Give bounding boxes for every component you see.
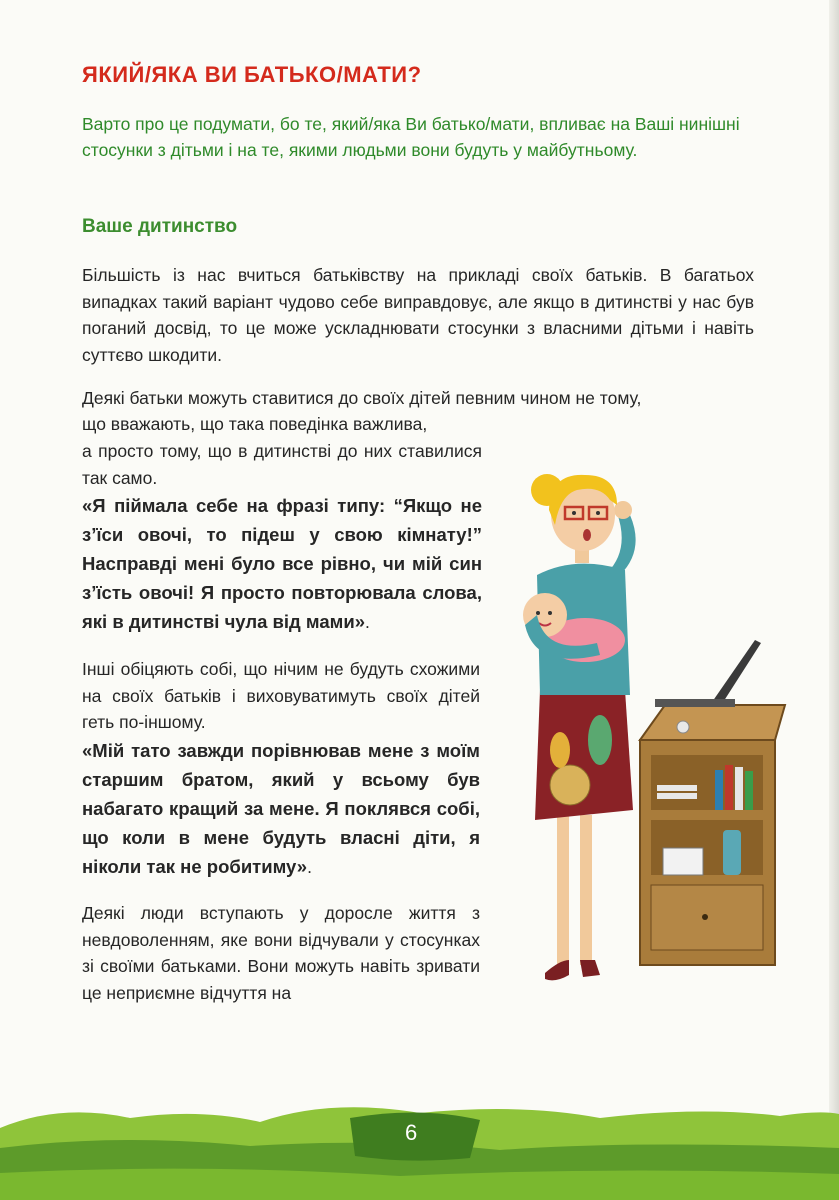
paragraph-2-body xyxy=(82,438,482,636)
paragraph-3 xyxy=(82,656,480,881)
quote-mother: «Я піймала себе на фразі типу: “Якщо не з’їси овочі, то підеш у свою кімнату!” Насправді мені було все рівно, чи мій син з’їсть овочі! Я просто повторювала слова, які в дитинстві чула від мами» xyxy=(82,495,482,632)
intro-paragraph: Варто про це подумати, бо те, який/яка Ви батько/мати, впливає на Ваші нинішні стосунки з дітьми і на те, якими людьми вони будуть у майбутньому. xyxy=(82,114,740,160)
paragraph-2-rest: а просто тому, що в дитинстві до них ставилися так само. xyxy=(82,441,482,488)
bookshelf-icon xyxy=(640,640,785,965)
paragraph-2-line-2: що вважають, що така поведінка важлива, xyxy=(82,414,428,434)
footer-grass-band xyxy=(0,1098,839,1200)
mother-with-baby-illustration xyxy=(505,455,795,1015)
paragraph-3-text: Інші обіцяють собі, що нічим не будуть схожими на своїх батьків і виховуватимуть своїх дітей геть по-іншому. xyxy=(82,659,480,732)
page-heading: ЯКИЙ/ЯКА ВИ БАТЬКО/МАТИ? xyxy=(82,62,422,87)
quote-father-end: . xyxy=(307,856,312,877)
section-subheading: Ваше дитинство xyxy=(82,216,238,237)
paragraph-2-line-1: Деякі батьки можуть ставитися до своїх дітей певним чином не тому, xyxy=(82,388,642,408)
paragraph-childhood: Більшість із нас вчиться батьківству на прикладі своїх батьків. В багатьох випадках такий варіант чудово себе виправдовує, але якщо в дитинстві у нас був поганий досвід, то це може ускладнювати стосунки з власними дітьми і навіть суттєво шкодити. xyxy=(82,265,754,365)
quote-father: «Мій тато завжди порівнював мене з моїм старшим братом, який у всьому був набагато кращий за мене. Я поклявся собі, що коли в мене будуть власні діти, я ніколи так не робитиму» xyxy=(82,739,480,877)
paragraph-4: Деякі люди вступають у доросле життя з невдоволенням, яке вони відчували у стосунках зі своїми батьками. Вони можуть навіть зривати це неприємне відчуття на xyxy=(82,903,480,1003)
woman-figure xyxy=(523,474,636,980)
page-edge xyxy=(829,0,839,1200)
page-number: 6 xyxy=(405,1120,418,1145)
quote-mother-end: . xyxy=(365,612,370,632)
